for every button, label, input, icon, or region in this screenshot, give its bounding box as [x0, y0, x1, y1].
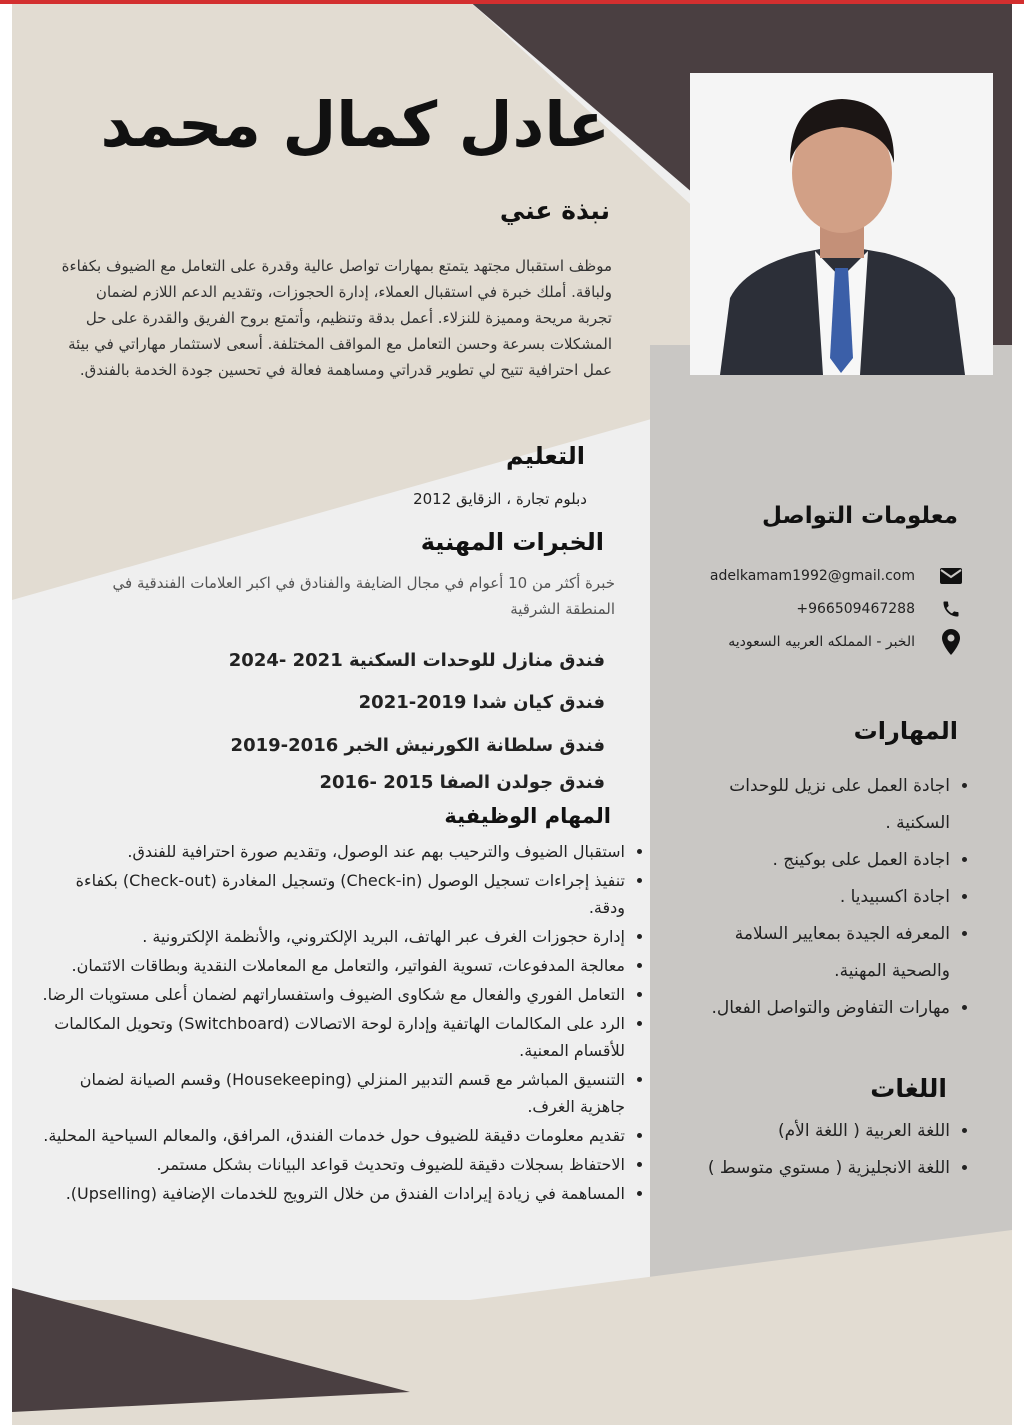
person-portrait-icon	[690, 73, 993, 375]
contact-title: معلومات التواصل	[762, 503, 958, 529]
duties-title: المهام الوظيفية	[444, 804, 611, 828]
list-item: • مهارات التفاوض والتواصل الفعال.	[705, 990, 950, 1027]
job-item: فندق كيان شدا 2019-2021	[358, 692, 605, 713]
experience-summary: خبرة أكثر من 10 أعوام في مجال الضايفة والفنادق في اكبر العلامات الفندقية في المنطقة الشرقية	[112, 574, 615, 618]
list-item: • اللغة العربية ( اللغة الأم)	[705, 1113, 950, 1150]
list-item: • اجادة العمل على بوكينج .	[705, 842, 950, 879]
contact-location-row	[680, 627, 965, 657]
duties-list	[40, 838, 645, 1209]
phone-icon	[937, 599, 965, 619]
list-item: • اجادة العمل على نزيل للوحدات السكنية .	[705, 768, 950, 842]
list-item: • اللغة الانجليزية ( مستوي متوسط )	[705, 1150, 950, 1187]
list-item: • المعرفه الجيدة بمعايير السلامة والصحية المهنية.	[705, 916, 950, 990]
contact-phone-row[interactable]	[680, 594, 965, 624]
location-pin-icon	[937, 629, 965, 655]
skills-list	[705, 768, 972, 1027]
skills-title: المهارات	[853, 717, 958, 745]
list-item: • الرد على المكالمات الهاتفية وإدارة لوحة الاتصالات (Switchboard) وتحويل المكالمات للأقسام المعنية.	[40, 1010, 625, 1064]
contact-email-row[interactable]	[680, 561, 965, 591]
job-item: فندق جولدن الصفا 2015 -2016	[319, 772, 605, 793]
list-item: • المساهمة في زيادة إيرادات الفندق من خلال الترويج للخدمات الإضافية (Upselling).	[40, 1180, 625, 1207]
list-item: • معالجة المدفوعات، تسوية الفواتير، والتعامل مع المعاملات النقدية وبطاقات الائتمان.	[40, 952, 625, 979]
contact-list	[680, 561, 965, 657]
job-item: فندق سلطانة الكورنيش الخبر 2016-2019	[230, 735, 605, 756]
about-text: موظف استقبال مجتهد يتمتع بمهارات تواصل عالية وقدرة على التعامل مع الضيوف بكفاءة ولباقة. أملك خبرة في استقبال العملاء، إدارة الحجوزات، وتقديم الدعم اللازم لضمان تجربة مريحة ومميزة للنزلاء. أعمل بدقة وتنظيم، وأتمتع بروح الفريق والقدرة على حل المشكلات بسرعة وحسن التعامل مع المواقف المختلفة. أسعى لاستثمار مهاراتي في بيئة عمل احترافية تتيح لي تطوير قدراتي ومساهمة فعالة في تحسين جودة الخدمة بالفندق.	[61, 257, 612, 379]
about-title: نبذة عني	[499, 196, 610, 225]
envelope-icon	[937, 568, 965, 584]
list-item: • الاحتفاظ بسجلات دقيقة للضيوف وتحديث قواعد البيانات بشكل مستمر.	[40, 1151, 625, 1178]
profile-photo	[690, 73, 993, 375]
list-item: • استقبال الضيوف والترحيب بهم عند الوصول، وتقديم صورة احترافية للفندق.	[40, 838, 625, 865]
list-item: • تقديم معلومات دقيقة للضيوف حول خدمات الفندق، المرافق، والمعالم السياحية المحلية.	[40, 1122, 625, 1149]
contact-email[interactable]: adelkamam1992@gmail.com	[709, 568, 915, 584]
education-title: التعليم	[506, 442, 585, 470]
list-item: • إدارة حجوزات الغرف عبر الهاتف، البريد الإلكتروني، والأنظمة الإلكترونية .	[40, 923, 625, 950]
contact-phone[interactable]: +966509467288	[796, 601, 915, 617]
list-item: • تنفيذ إجراءات تسجيل الوصول (Check-in) وتسجيل المغادرة (Check-out) بكفاءة ودقة.	[40, 867, 625, 921]
experience-title: الخبرات المهنية	[420, 528, 604, 556]
contact-location: الخبر - المملكه العربيه السعوديه	[728, 634, 915, 650]
languages-title: اللغات	[870, 1074, 947, 1103]
list-item: • التنسيق المباشر مع قسم التدبير المنزلي (Housekeeping) وقسم الصيانة لضمان جاهزية الغرف.	[40, 1066, 625, 1120]
education-text: دبلوم تجارة ، الزقايق 2012	[413, 490, 587, 508]
person-name: عادل كمال محمد	[100, 88, 610, 161]
list-item: • اجادة اكسبيديا .	[705, 879, 950, 916]
languages-list	[705, 1113, 972, 1187]
job-item: فندق منازل للوحدات السكنية 2021 -2024	[228, 650, 605, 671]
list-item: • التعامل الفوري والفعال مع شكاوى الضيوف واستفساراتهم لضمان أعلى مستويات الرضا.	[40, 981, 625, 1008]
